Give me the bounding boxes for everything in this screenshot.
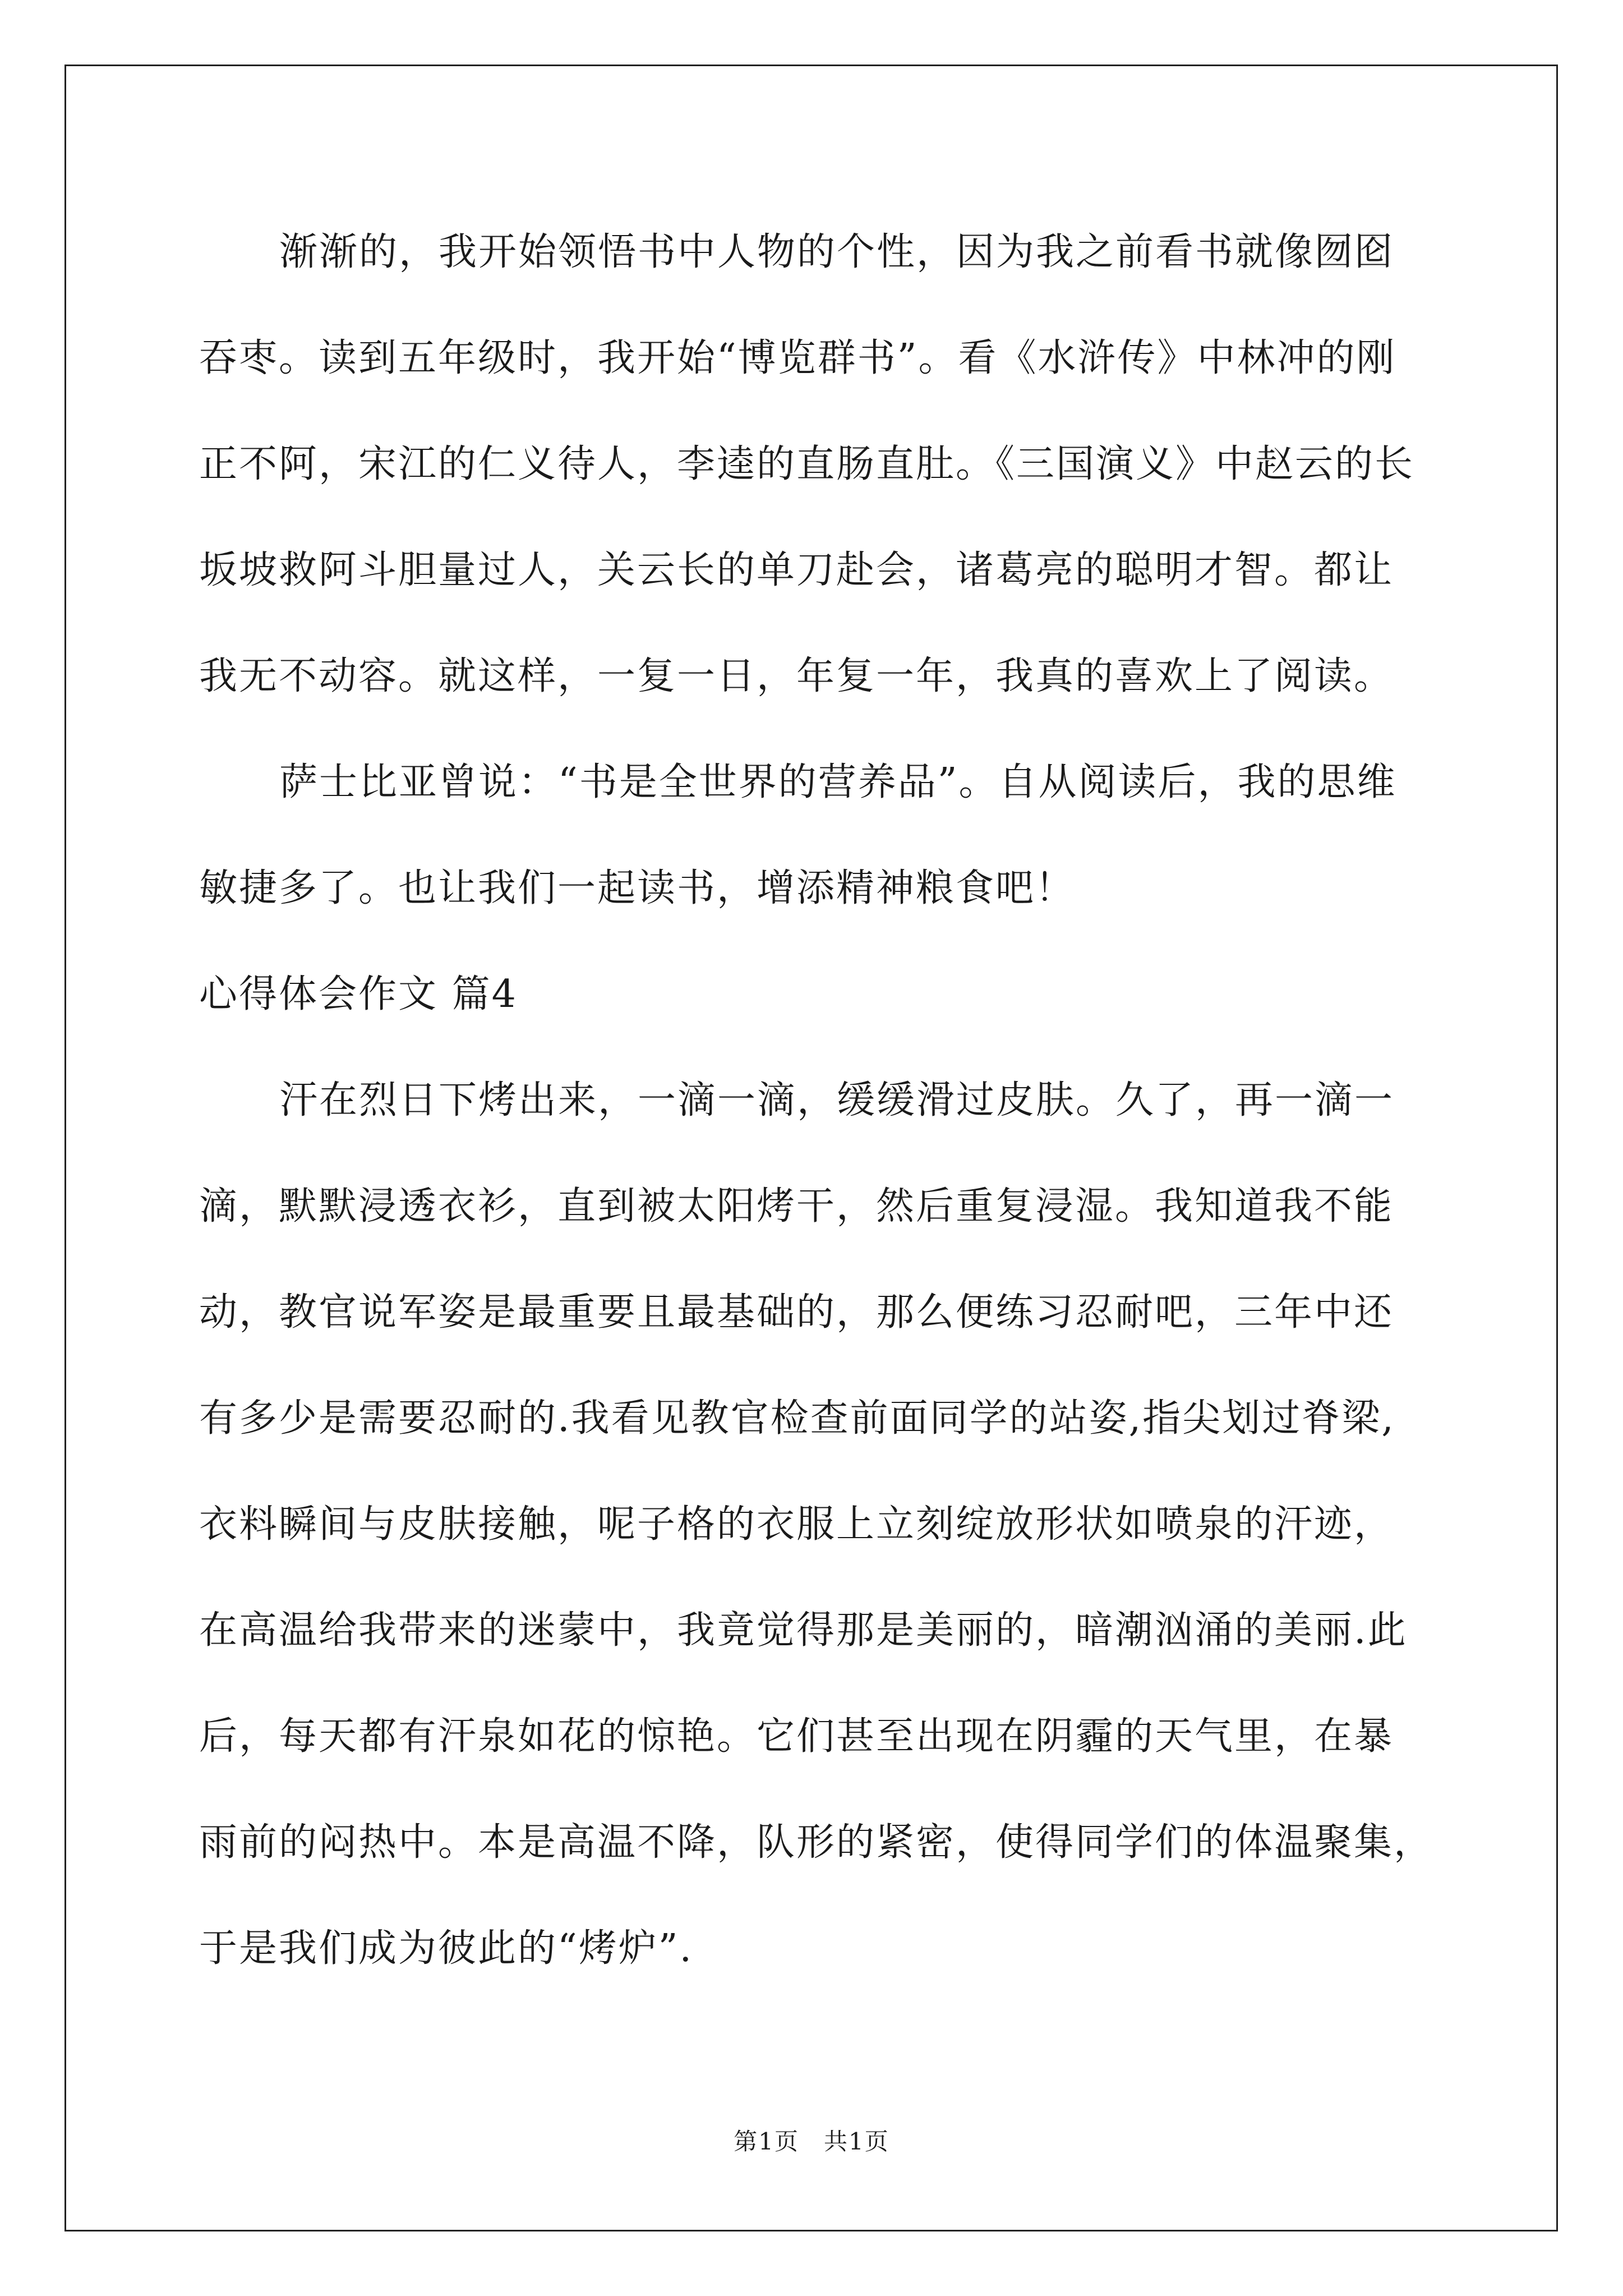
paragraph-line: 渐渐的，我开始领悟书中人物的个性，因为我之前看书就像囫囵 bbox=[279, 230, 1395, 274]
page-footer: 第1页 共1页 bbox=[734, 2128, 889, 2155]
paragraph-line: 后，每天都有汗泉如花的惊艳。它们甚至出现在阴霾的天气里，在暴 bbox=[199, 1714, 1394, 1759]
document-body bbox=[199, 199, 1438, 2001]
paragraph-line: 于是我们成为彼此的“烤炉”. bbox=[199, 1926, 694, 1971]
paragraph-line: 敏捷多了。也让我们一起读书，增添精神粮食吧！ bbox=[199, 866, 1076, 910]
paragraph-line: 正不阿，宋江的仁义待人，李逵的直肠直肚。《三国演义》中赵云的长 bbox=[199, 442, 1415, 486]
paragraph-line: 雨前的闷热中。本是高温不降，队形的紧密，使得同学们的体温聚集， bbox=[199, 1820, 1434, 1865]
paragraph-line: 汗在烈日下烤出来，一滴一滴，缓缓滑过皮肤。久了，再一滴一 bbox=[279, 1078, 1395, 1122]
paragraph-line: 我无不动容。就这样，一复一日，年复一年，我真的喜欢上了阅读。 bbox=[199, 654, 1394, 698]
paragraph-line: 动，教官说军姿是最重要且最基础的，那么便练习忍耐吧，三年中还 bbox=[199, 1290, 1394, 1335]
paragraph-line: 滴，默默浸透衣衫，直到被太阳烤干，然后重复浸湿。我知道我不能 bbox=[199, 1184, 1394, 1228]
paragraph-line: 有多少是需要忍耐的.我看见教官检查前面同学的站姿,指尖划过脊梁, bbox=[199, 1396, 1395, 1441]
paragraph-line: 萨士比亚曾说：“书是全世界的营养品”。自从阅读后，我的思维 bbox=[279, 760, 1397, 804]
paragraph-line: 吞枣。读到五年级时，我开始“博览群书”。看《水浒传》中林冲的刚 bbox=[199, 336, 1396, 380]
paragraph-line: 在高温给我带来的迷蒙中，我竟觉得那是美丽的，暗潮汹涌的美丽.此 bbox=[199, 1608, 1408, 1653]
paragraph-line: 坂坡救阿斗胆量过人，关云长的单刀赴会，诸葛亮的聪明才智。都让 bbox=[199, 548, 1394, 592]
paragraph-line: 衣料瞬间与皮肤接触，呢子格的衣服上立刻绽放形状如喷泉的汗迹， bbox=[199, 1502, 1394, 1547]
section-heading: 心得体会作文 篇4 bbox=[199, 972, 518, 1016]
